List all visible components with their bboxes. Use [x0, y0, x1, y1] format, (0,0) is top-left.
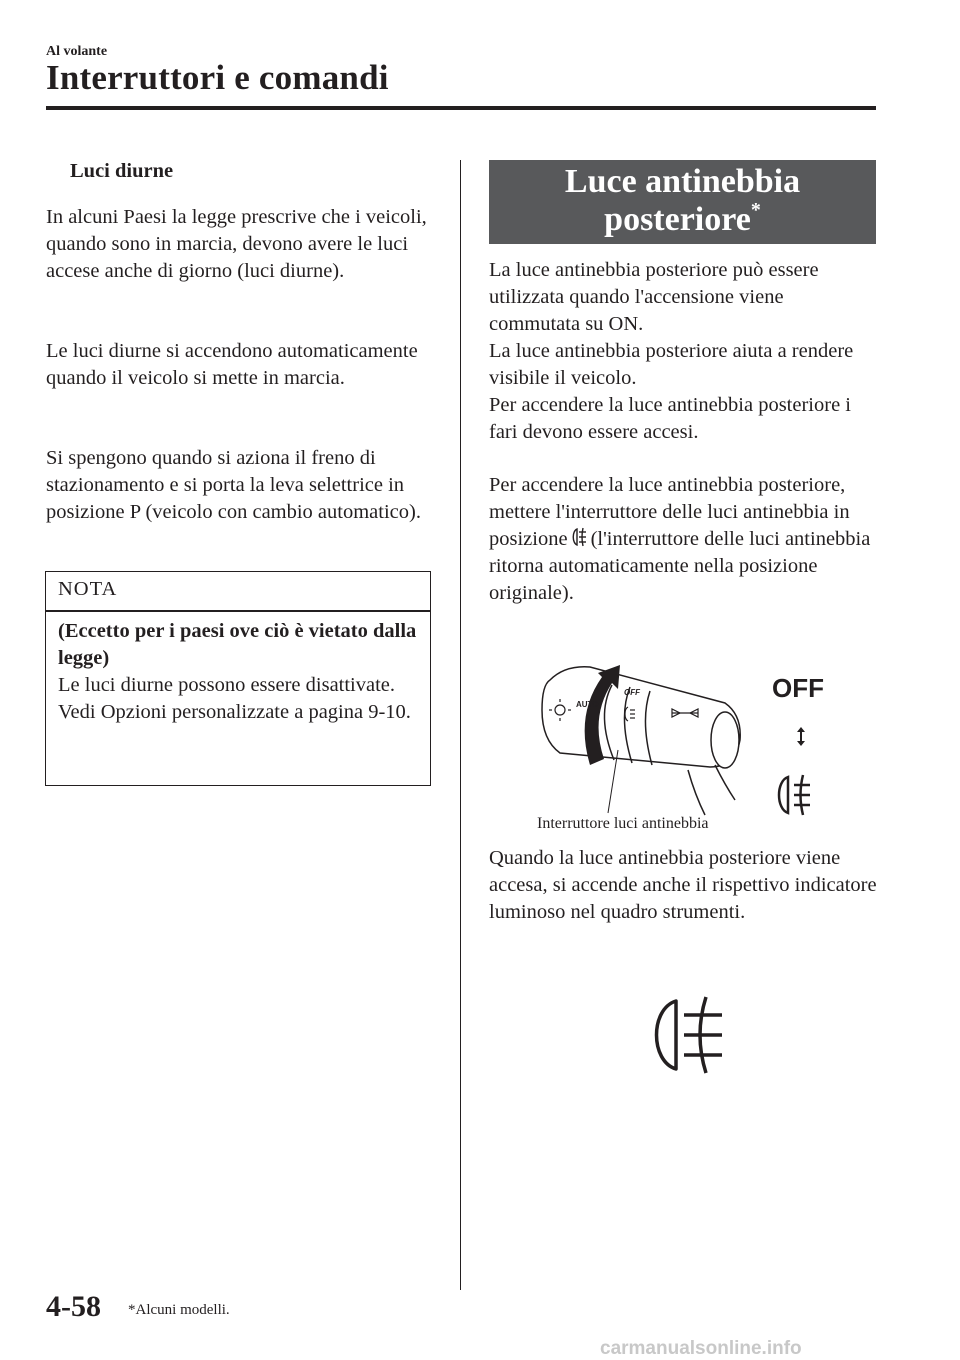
paragraph-text: La luce antinebbia posteriore aiuta a rendere visibile il veicolo.	[489, 340, 854, 389]
page-number: 4-58	[46, 1290, 101, 1323]
stalk-auto-label: AUTO	[576, 700, 599, 709]
paragraph-block	[489, 257, 879, 446]
up-down-arrow-icon	[797, 727, 805, 746]
page-title: Interruttori e comandi	[46, 58, 389, 97]
section-title-banner	[489, 160, 876, 244]
stalk-off-label: OFF	[624, 688, 640, 697]
footnote: *Alcuni modelli.	[128, 1302, 230, 1318]
column-divider	[460, 160, 461, 1290]
paragraph-text: Le luci diurne si accendono automaticamente quando il veicolo si mette in marcia.	[46, 340, 418, 389]
paragraph	[46, 204, 441, 285]
paragraph	[46, 445, 441, 526]
footnote-mark: *	[750, 199, 761, 221]
paragraph-text: La luce antinebbia posteriore può essere utilizzata quando l'accensione viene commutata su ON.	[489, 259, 819, 335]
note-bold-text: (Eccetto per i paesi ove ciò è vietato dalla legge)	[58, 620, 417, 669]
section-title-text: posteriore	[604, 201, 751, 238]
paragraph-text-part: (l'interruttore delle luci antinebbia ritorna automaticamente nella posizione originale).	[489, 528, 871, 604]
figure-caption: Interruttore luci antinebbia	[537, 815, 709, 832]
subheading-luci-diurne: Luci diurne	[70, 160, 174, 182]
off-position-label: OFF	[772, 673, 824, 703]
note-divider	[46, 610, 430, 612]
paragraph-text-part: Per accendere la luce antinebbia posteriore, mettere l'interruttore delle luci antinebbia in posizione	[489, 474, 850, 550]
note-title: NOTA	[58, 578, 118, 600]
watermark: carmanualsonline.info	[600, 1338, 802, 1359]
section-title-line1: Luce antinebbia	[564, 163, 801, 200]
paragraph-text: Si spengono quando si aziona il freno di stazionamento e si porta la leva selettrice in posizione P (veicolo con cambio automatico).	[46, 447, 421, 523]
rear-fog-light-icon	[571, 527, 587, 547]
paragraph	[489, 845, 879, 926]
paragraph	[46, 338, 441, 392]
note-box	[45, 571, 431, 786]
note-text: Le luci diurne possono essere disattivate.	[58, 674, 396, 696]
rear-fog-light-icon	[779, 775, 810, 815]
note-body	[58, 618, 423, 726]
paragraph-text	[489, 472, 879, 607]
note-text: Vedi Opzioni personalizzate a pagina 9-10.	[58, 701, 411, 723]
section-label: Al volante	[46, 44, 108, 59]
paragraph-block	[489, 472, 879, 607]
rear-fog-light-icon	[646, 995, 726, 1075]
section-title-line2	[489, 200, 876, 240]
header-rule	[46, 106, 876, 110]
paragraph-text: In alcuni Paesi la legge prescrive che i veicoli, quando sono in marcia, devono avere le luci accese anche di giorno (luci diurne).	[46, 206, 427, 282]
paragraph-text: Quando la luce antinebbia posteriore viene accesa, si accende anche il rispettivo indicatore luminoso nel quadro strumenti.	[489, 847, 877, 923]
paragraph-text: Per accendere la luce antinebbia posteriore i fari devono essere accesi.	[489, 394, 851, 443]
